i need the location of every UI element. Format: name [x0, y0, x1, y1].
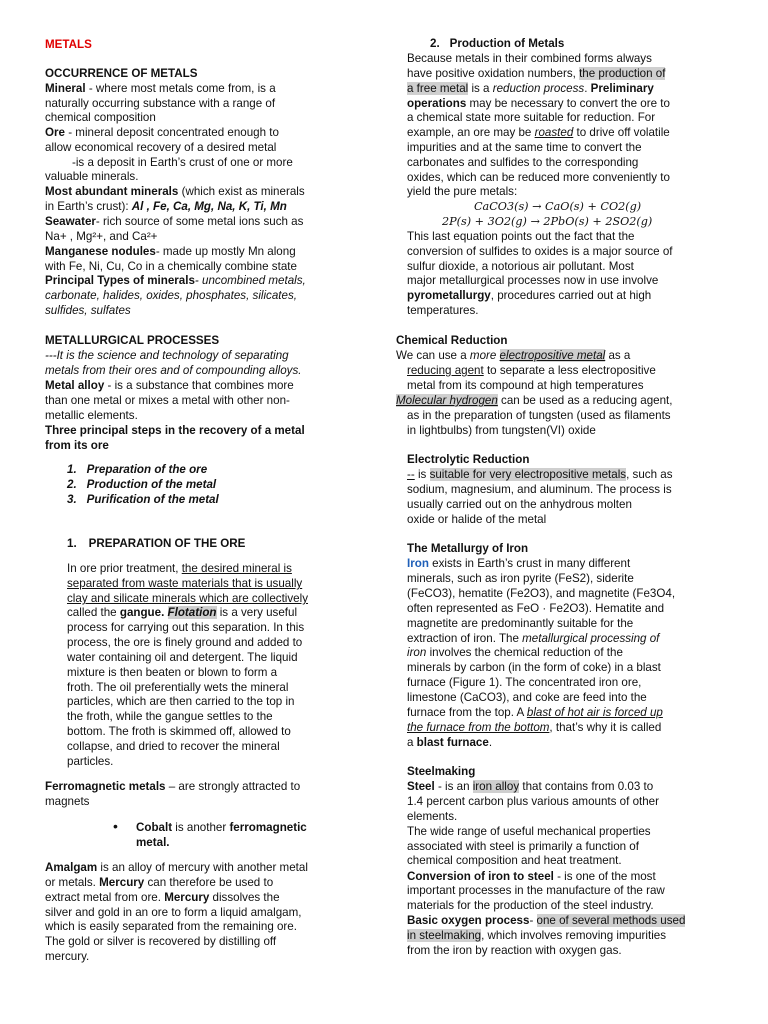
prep-line-2: separated from waste materials that is usually	[67, 577, 303, 590]
ore-line-1: Ore - mineral deposit concentrated enough to	[45, 126, 279, 139]
cobalt-line-2: metal.	[136, 836, 170, 849]
steelmaking-heading: Steelmaking	[407, 765, 476, 778]
ore-line-3: -is a deposit in Earth’s crust of one or more	[72, 156, 293, 169]
prep-heading: 1. PREPARATION OF THE ORE	[67, 537, 246, 550]
prod-line-5: a chemical state more suitable for reduction. For	[407, 111, 656, 124]
conv-line-1: Conversion of iron to steel - is one of the most	[407, 870, 656, 883]
iron-line-5: magnetite are predominantly suitable for the	[407, 617, 634, 630]
prep-line-6: process, the ore is finely ground and added to	[67, 636, 303, 649]
amalgam-line-6: The gold or silver is recovered by distilling off	[45, 935, 277, 948]
prod-line-4: operations may be necessary to convert the ore to	[407, 97, 670, 110]
iron-line-10: limestone (CaCO3), and coke are feed into the	[407, 691, 647, 704]
prep-line-1: In ore prior treatment, the desired mineral is	[67, 562, 292, 575]
prod-line-9: oxides, which can be reduced more conveniently to	[407, 171, 670, 184]
list-item: 2. Production of the metal	[67, 478, 217, 491]
amalgam-line-1: Amalgam is an alloy of mercury with another metal	[45, 861, 308, 874]
alloy-line-2: than one metal or mixes a metal with other non-	[45, 394, 290, 407]
mineral-line-3: chemical composition	[45, 111, 156, 124]
types-line-3: sulfides, sulfates	[45, 304, 131, 317]
electro-line-1: -- is suitable for very electropositive metals, such as	[407, 468, 673, 481]
prod-line-6: example, an ore may be roasted to drive off volatile	[407, 126, 670, 139]
prod-line-10: yield the pure metals:	[407, 185, 518, 198]
types-line-1: Principal Types of minerals- uncombined metals,	[45, 274, 306, 287]
iron-line-13: a blast furnace.	[407, 736, 493, 749]
equation-2: 2P(s) + 3O2(g) → 2PbO(s) + 2SO2(g)	[442, 215, 653, 228]
abundant-line-2: in Earth’s crust): Al , Fe, Ca, Mg, Na, K, Ti, Mn	[45, 200, 287, 213]
bop-line-3: from the iron by reaction with oxygen gas.	[407, 944, 622, 957]
occurrence-heading: OCCURRENCE OF METALS	[45, 67, 198, 80]
ore-line-4: valuable minerals.	[45, 170, 139, 183]
steel-line-1: Steel - is an iron alloy that contains from 0.03 to	[407, 780, 654, 793]
page-title: METALS	[45, 38, 92, 51]
metallurgical-line-2: metals from their ores and of compounding alloys.	[45, 364, 302, 377]
prep-line-7: water containing oil and detergent. The liquid	[67, 651, 298, 664]
prod-line-8: carbonates and sulfides to the corresponding	[407, 156, 639, 169]
metallurgical-line-1: ---It is the science and technology of separating	[45, 349, 289, 362]
list-item: 1. Preparation of the ore	[67, 463, 208, 476]
amalgam-line-7: mercury.	[45, 950, 90, 963]
types-line-2: carbonate, halides, oxides, phosphates, silicates,	[45, 289, 297, 302]
cobalt-line-1: Cobalt is another ferromagnetic	[136, 821, 307, 834]
mineral-line-1: Mineral - where most metals come from, is a	[45, 82, 276, 95]
steel-line-5: associated with steel is primarily a function of	[407, 840, 639, 853]
amalgam-line-5: which is easily separated from the remaining ore.	[45, 920, 297, 933]
mineral-line-2: naturally occurring substance with a range of	[45, 97, 276, 110]
chemical-reduction-heading: Chemical Reduction	[396, 334, 508, 347]
iron-heading: The Metallurgy of Iron	[407, 542, 529, 555]
chem-line-3: metal from its compound at high temperatures	[407, 379, 644, 392]
iron-line-7: iron involves the chemical reduction of the	[407, 646, 623, 659]
prep-line-11: the froth, while the gangue settles to the	[67, 710, 273, 723]
iron-line-1: Iron exists in Earth’s crust in many different	[407, 557, 631, 570]
iron-line-12: the furnace from the bottom, that’s why it is called	[407, 721, 662, 734]
prep-line-8: mixture is then beaten or blown to form a	[67, 666, 278, 679]
steel-line-4: The wide range of useful mechanical properties	[407, 825, 651, 838]
iron-line-4: often represented as FeO · Fe2O3). Hematite and	[407, 602, 665, 615]
conv-line-3: materials for the production of the steel industry.	[407, 899, 654, 912]
prod-line-13: sulfur dioxide, a notorious air pollutant. Most	[407, 260, 634, 273]
prod-line-15: pyrometallurgy, procedures carried out at high	[407, 289, 652, 302]
electrolytic-heading: Electrolytic Reduction	[407, 453, 530, 466]
prep-line-14: particles.	[67, 755, 114, 768]
amalgam-line-3: extract metal from ore. Mercury dissolves the	[45, 891, 280, 904]
prep-line-5: process for carrying out this separation. In this	[67, 621, 305, 634]
abundant-line-1: Most abundant minerals (which exist as minerals	[45, 185, 305, 198]
conv-line-2: important processes in the manufacture of the raw	[407, 884, 665, 897]
chem-line-1: We can use a more electropositive metal as a	[396, 349, 631, 362]
iron-line-11: furnace from the top. A blast of hot air is forced up	[407, 706, 663, 719]
prep-line-13: collapse, and dried to recover the mineral	[67, 740, 280, 753]
manganese-line-1: Manganese nodules- made up mostly Mn along	[45, 245, 296, 258]
electro-line-4: oxide or halide of the metal	[407, 513, 547, 526]
chem-line-5: as in the preparation of tungsten (used as filaments	[407, 409, 671, 422]
steps-line-1: Three principal steps in the recovery of a metal	[45, 424, 305, 437]
chem-line-6: in lightbulbs) from tungsten(VI) oxide	[407, 424, 596, 437]
steel-line-3: elements.	[407, 810, 458, 823]
prep-line-4: called the gangue. Flotation is a very useful	[67, 606, 298, 619]
bop-line-1: Basic oxygen process- one of several methods used	[407, 914, 686, 927]
prod-line-11: This last equation points out the fact that the	[407, 230, 635, 243]
seawater-line-2: Na+ , Mg²+, and Ca²+	[45, 230, 158, 243]
equation-1: CaCO3(s) → CaO(s) + CO2(g)	[474, 200, 642, 213]
ore-line-2: allow economical recovery of a desired metal	[45, 141, 277, 154]
prod-line-3: a free metal is a reduction process. Preliminary	[407, 82, 654, 95]
iron-line-2: minerals, such as iron pyrite (FeS2), siderite	[407, 572, 634, 585]
prep-line-9: froth. The oil preferentially wets the mineral	[67, 681, 289, 694]
iron-line-9: furnace (Figure 1). The concentrated iron ore,	[407, 676, 642, 689]
ferro-line-2: magnets	[45, 795, 90, 808]
list-item: 3. Purification of the metal	[67, 493, 219, 506]
iron-line-6: extraction of iron. The metallurgical processing of	[407, 632, 660, 645]
electro-line-2: sodium, magnesium, and aluminum. The process is	[407, 483, 672, 496]
alloy-line-1: Metal alloy - is a substance that combines more	[45, 379, 294, 392]
manganese-line-2: with Fe, Ni, Cu, Co in a chemically combine state	[45, 260, 297, 273]
iron-line-3: (FeCO3), hematite (Fe2O3), and magnetite (Fe3O4,	[407, 587, 676, 600]
steel-line-2: 1.4 percent carbon plus various amounts of other	[407, 795, 659, 808]
prod-line-16: temperatures.	[407, 304, 479, 317]
prep-line-10: particles, which are then carried to the top in	[67, 695, 295, 708]
electro-line-3: usually carried out on the anhydrous molten	[407, 498, 632, 511]
chem-line-2: reducing agent to separate a less electropositive	[407, 364, 656, 377]
steel-line-6: chemical composition and heat treatment.	[407, 854, 622, 867]
prep-line-3: clay and silicate minerals which are collectively	[67, 592, 308, 605]
seawater-line-1: Seawater- rich source of some metal ions such as	[45, 215, 304, 228]
prod-line-12: conversion of sulfides to oxides is a major source of	[407, 245, 673, 258]
alloy-line-3: metallic elements.	[45, 409, 138, 422]
iron-line-8: minerals by carbon (in the form of coke) in a blast	[407, 661, 661, 674]
production-heading: 2. Production of Metals	[430, 37, 565, 50]
prod-line-2: have positive oxidation numbers, the production of	[407, 67, 666, 80]
chem-line-4: Molecular hydrogen can be used as a reducing agent,	[396, 394, 673, 407]
bop-line-2: in steelmaking, which involves removing impurities	[407, 929, 667, 942]
metallurgical-heading: METALLURGICAL PROCESSES	[45, 334, 220, 347]
amalgam-line-2: or metals. Mercury can therefore be used to	[45, 876, 274, 889]
amalgam-line-4: silver and gold in an ore to form a liquid amalgam,	[45, 906, 302, 919]
prod-line-14: major metallurgical processes now in use involve	[407, 274, 659, 287]
bullet-icon: •	[113, 818, 118, 834]
prep-line-12: bottom. The froth is skimmed off, allowed to	[67, 725, 291, 738]
prod-line-7: impurities and at the same time to convert the	[407, 141, 642, 154]
ferro-line-1: Ferromagnetic metals – are strongly attracted to	[45, 780, 301, 793]
prod-line-1: Because metals in their combined forms always	[407, 52, 652, 65]
steps-line-2: from its ore	[45, 439, 109, 452]
